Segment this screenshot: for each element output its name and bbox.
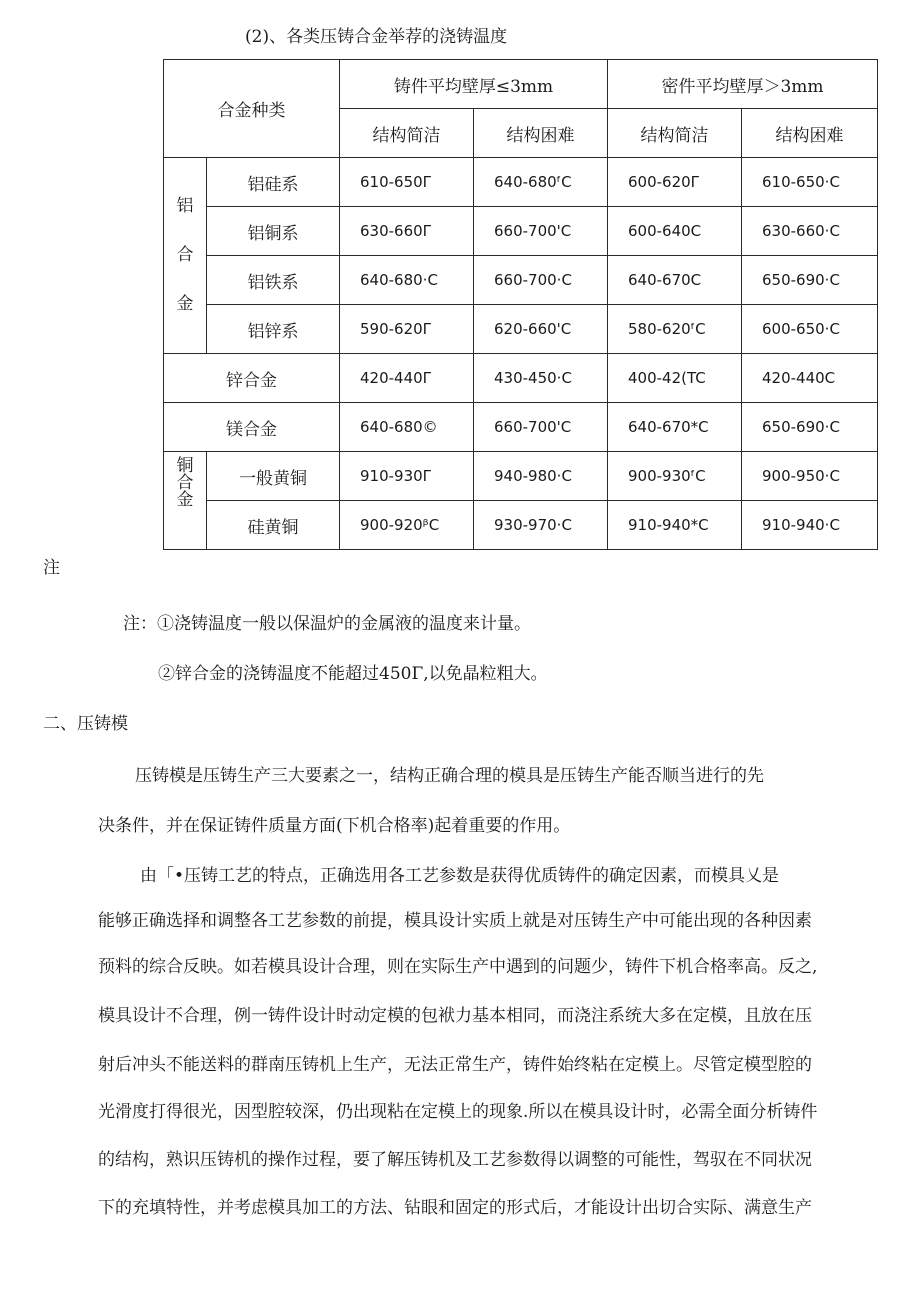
- header-simple: 结构简洁: [608, 109, 742, 158]
- paragraph-line: 下的充填特性，并考虑模具加工的方法、钻眼和固定的形式后，才能设计出切合实际、满意生产: [98, 1198, 812, 1218]
- temp-cell: 640-680ᶠC: [474, 158, 608, 207]
- paragraph-line: 由「•压铸工艺的特点，正确选用各工艺参数是获得优质铸件的确定因素，而模具乂是: [140, 866, 780, 886]
- table-row: [164, 452, 878, 501]
- alloy-name: 铝铜系: [207, 207, 340, 256]
- temp-cell: 640-680©: [340, 403, 474, 452]
- temp-cell: 420-440C: [742, 354, 878, 403]
- temp-cell: 940-980·C: [474, 452, 608, 501]
- paragraph-line: 光滑度打得很光，因型腔较深，仍出现粘在定模上的现象.所以在模具设计时，必需全面分析铸件: [98, 1102, 818, 1122]
- alloy-name: 硅黄铜: [207, 501, 340, 550]
- header-difficult: 结构困难: [474, 109, 608, 158]
- paragraph-line: 射后冲头不能送料的群南压铸机上生产，无法正常生产，铸件始终粘在定模上。尽管定模型腔的: [98, 1055, 812, 1075]
- temp-cell: 610-650·C: [742, 158, 878, 207]
- paragraph-line: 预料的综合反映。如若模具设计合理，则在实际生产中遇到的问题少，铸件下机合格率高。反之,: [98, 957, 818, 977]
- alloy-name: 铝锌系: [207, 305, 340, 354]
- temp-cell: 650-690·C: [742, 403, 878, 452]
- temp-cell: 610-650Γ: [340, 158, 474, 207]
- copper-alloy-group-label: 铜 合 金: [164, 452, 207, 550]
- temp-cell: 650-690·C: [742, 256, 878, 305]
- table-row: [164, 207, 878, 256]
- paragraph-line: 模具设计不合理，例一铸件设计时动定模的包袱力基本相同，而浇注系统大多在定模，且放在压: [98, 1006, 812, 1026]
- alloy-name: 铝铁系: [207, 256, 340, 305]
- temp-cell: 600-620Γ: [608, 158, 742, 207]
- aluminum-alloy-group-label: 铝 合 金: [164, 158, 207, 354]
- temp-cell: 600-650·C: [742, 305, 878, 354]
- alloy-name: 锌合金: [164, 354, 340, 403]
- paragraph-line: 的结构，熟识压铸机的操作过程，要了解压铸机及工艺参数得以调整的可能性，驾驭在不同状况: [98, 1150, 812, 1170]
- temp-cell: 640-680·C: [340, 256, 474, 305]
- table-row: [164, 256, 878, 305]
- temp-cell: 430-450·C: [474, 354, 608, 403]
- temp-cell: 930-970·C: [474, 501, 608, 550]
- temp-cell: 590-620Γ: [340, 305, 474, 354]
- temp-cell: 620-660'C: [474, 305, 608, 354]
- note-line: 注：①浇铸温度一般以保温炉的金属液的温度来计量。: [123, 614, 531, 634]
- table-caption: (2)、各类压铸合金举荐的浇铸温度: [245, 27, 508, 47]
- note-line: ②锌合金的浇铸温度不能超过450Γ,以免晶粒粗大。: [158, 664, 548, 684]
- alloy-name: 铝硅系: [207, 158, 340, 207]
- header-simple: 结构简洁: [340, 109, 474, 158]
- table-row: [164, 501, 878, 550]
- table-row: [164, 158, 878, 207]
- header-wall-thick: 密件平均壁厚＞3mm: [608, 60, 878, 109]
- temp-cell: 910-930Γ: [340, 452, 474, 501]
- temp-cell: 630-660·C: [742, 207, 878, 256]
- paragraph-line: 压铸模是压铸生产三大要素之一，结构正确合理的模具是压铸生产能否顺当进行的先: [135, 766, 764, 786]
- header-difficult: 结构困难: [742, 109, 878, 158]
- temp-cell: 640-670*C: [608, 403, 742, 452]
- alloy-name: 一般黄铜: [207, 452, 340, 501]
- table-row: [164, 403, 878, 452]
- temp-cell: 580-620ᶠC: [608, 305, 742, 354]
- temp-cell: 420-440Γ: [340, 354, 474, 403]
- temp-cell: 600-640C: [608, 207, 742, 256]
- table-row: [164, 305, 878, 354]
- paragraph-line: 决条件，并在保证铸件质量方面(下机合格率)起着重要的作用。: [98, 816, 571, 836]
- alloy-name: 镁合金: [164, 403, 340, 452]
- temp-cell: 630-660Γ: [340, 207, 474, 256]
- temp-cell: 660-700'C: [474, 207, 608, 256]
- temp-cell: 640-670C: [608, 256, 742, 305]
- paragraph-line: 能够正确选择和调整各工艺参数的前提，模具设计实质上就是对压铸生产中可能出现的各种因素: [98, 911, 812, 931]
- table-row: [164, 354, 878, 403]
- temp-cell: 660-700·C: [474, 256, 608, 305]
- temp-cell: 910-940*C: [608, 501, 742, 550]
- temp-cell: 660-700'C: [474, 403, 608, 452]
- header-alloy-type: 合金种类: [164, 60, 340, 158]
- header-wall-thin: 铸件平均壁厚≤3mm: [340, 60, 608, 109]
- temp-cell: 900-930ᶠC: [608, 452, 742, 501]
- casting-temperature-table: [163, 59, 878, 550]
- temp-cell: 910-940·C: [742, 501, 878, 550]
- temp-cell: 400-42(TC: [608, 354, 742, 403]
- temp-cell: 900-950·C: [742, 452, 878, 501]
- temp-cell: 900-920ᵝC: [340, 501, 474, 550]
- section-heading: 二、压铸模: [43, 714, 128, 734]
- note-label: 注: [43, 558, 60, 578]
